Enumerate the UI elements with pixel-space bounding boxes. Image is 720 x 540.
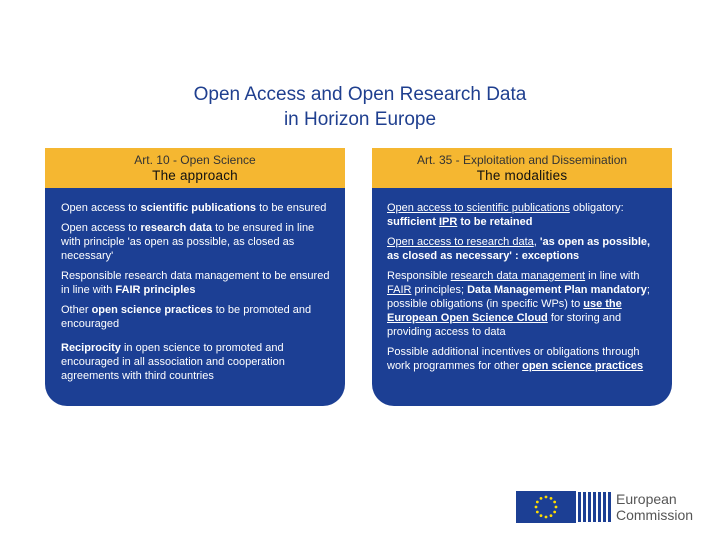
- bold-text: Reciprocity: [61, 342, 121, 354]
- text: in open science to promoted and encouraged in all association and cooperation agreements with third countries: [61, 342, 285, 382]
- text: principles;: [411, 284, 468, 296]
- underlined-text: research data management: [450, 270, 586, 282]
- eu-flag-icon: [516, 491, 576, 523]
- eu-star-icon: [535, 506, 538, 509]
- approach-article: Art. 10 - Open Science: [134, 153, 256, 167]
- approach-item-practices: [61, 303, 335, 331]
- modalities-header: [372, 148, 672, 188]
- modalities-item-publications: [387, 201, 662, 229]
- bold-text: research data: [140, 222, 213, 234]
- eu-star-icon: [550, 497, 553, 500]
- eu-star-icon: [540, 497, 543, 500]
- title-line-2: in Horizon Europe: [283, 109, 437, 130]
- modalities-body: [372, 188, 672, 406]
- text: obligatory:: [569, 202, 624, 214]
- bold-underlined-text: open science practices: [522, 360, 644, 372]
- approach-panel: [45, 148, 345, 406]
- eu-star-icon: [553, 511, 556, 514]
- title-line-1: Open Access and Open Research Data: [193, 84, 527, 105]
- modalities-article: Art. 35 - Exploitation and Dissemination: [416, 153, 628, 167]
- approach-header: [45, 148, 345, 188]
- text: Possible additional incentives or obligations through work programmes for other: [387, 346, 640, 372]
- text: Responsible: [387, 270, 451, 282]
- modalities-title: The modalities: [476, 168, 568, 183]
- bold-text: FAIR principles: [115, 284, 196, 296]
- modalities-item-research-data: [387, 235, 662, 263]
- eu-star-icon: [536, 501, 539, 504]
- eu-star-icon: [550, 514, 553, 517]
- bold-text: Data Management Plan mandatory: [467, 284, 647, 296]
- bold-underlined-text: use the European Open Science Cloud: [387, 298, 622, 324]
- text: to be ensured: [256, 202, 327, 214]
- berlaymont-building-icon: [576, 488, 614, 526]
- approach-body: [45, 188, 345, 406]
- text: ; possible obligations (in specific WPs) to: [387, 284, 650, 310]
- eu-star-icon: [545, 516, 548, 519]
- logo-line-1: European: [616, 491, 677, 507]
- text: Responsible research data management to be ensured in line with: [61, 270, 330, 296]
- bold-underlined-text: IPR: [438, 216, 458, 228]
- text: in line with: [585, 270, 640, 282]
- text: for storing and providing access to data: [387, 312, 622, 338]
- logo-text: [616, 491, 693, 523]
- approach-item-research-data: [61, 221, 335, 263]
- modalities-item-data-management: [387, 269, 662, 339]
- text: to be promoted and encouraged: [61, 304, 312, 330]
- eu-star-icon: [540, 514, 543, 517]
- underlined-text: Open access to scientific publications: [387, 202, 570, 214]
- bold-text: scientific publications: [140, 202, 257, 214]
- underlined-text: Open access to research data: [387, 236, 534, 248]
- eu-star-icon: [545, 496, 548, 499]
- bold-text: open science practices: [91, 304, 213, 316]
- bold-text: sufficient: [387, 216, 439, 228]
- bold-text: 'as open as possible, as closed as necessary' : exceptions: [387, 236, 651, 262]
- modalities-item-incentives: [387, 345, 662, 373]
- underlined-text: FAIR: [387, 284, 412, 296]
- text: ,: [533, 236, 540, 248]
- eu-star-icon: [536, 511, 539, 514]
- european-commission-logo: [516, 488, 692, 526]
- logo-line-2: Commission: [616, 507, 694, 523]
- modalities-panel: [372, 148, 672, 406]
- eu-star-icon: [553, 501, 556, 504]
- approach-title: The approach: [152, 168, 238, 183]
- approach-item-fair: [61, 269, 335, 297]
- bold-text: to be retained: [457, 216, 533, 228]
- text: Open access to: [61, 222, 141, 234]
- approach-item-reciprocity: [61, 341, 335, 383]
- text: Open access to: [61, 202, 141, 214]
- approach-item-publications: [61, 201, 335, 215]
- slide-title: [0, 82, 720, 132]
- text: to be ensured in line with principle 'as open as possible, as closed as necessary': [61, 222, 315, 262]
- eu-star-icon: [555, 506, 558, 509]
- text: Other: [61, 304, 92, 316]
